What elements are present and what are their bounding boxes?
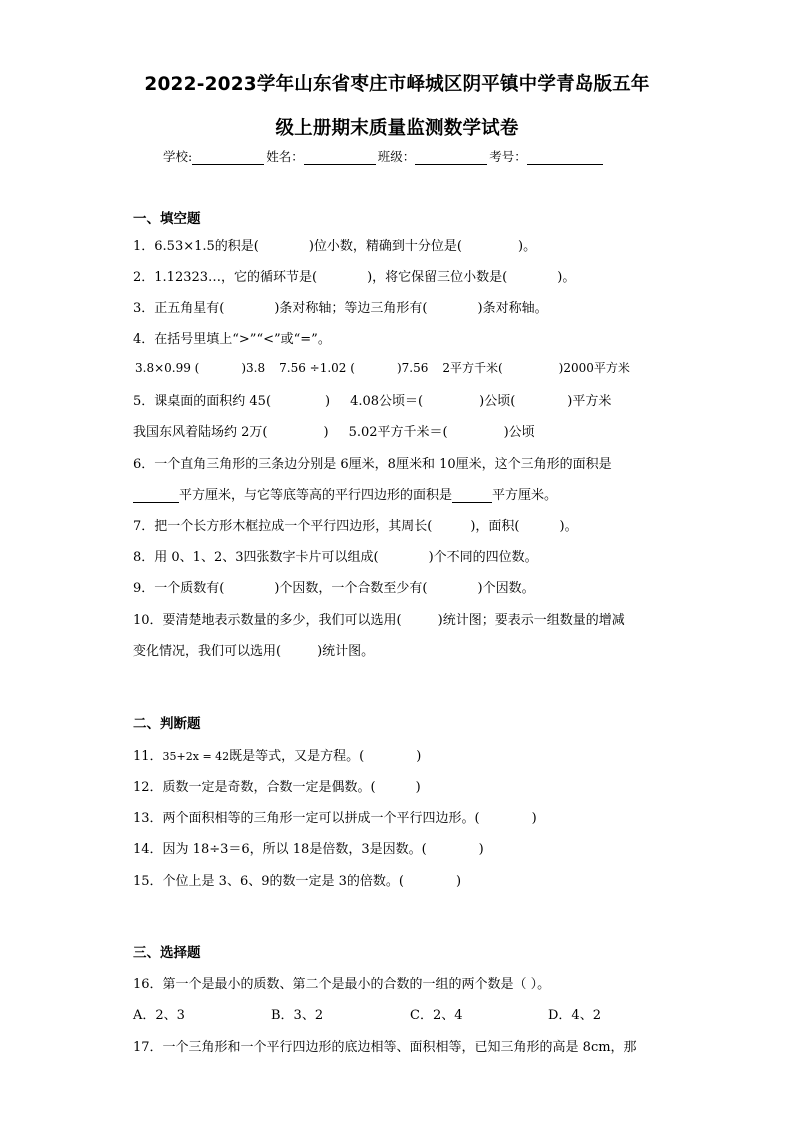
option-c[interactable]: C．2、4 (410, 1008, 463, 1023)
question-5-line1: 5．课桌面的面积约 45( ) 4.08公顷＝( )公顷( )平方米 (133, 394, 612, 409)
class-label: 班级： (377, 149, 416, 164)
question-5-line2: 我国东风着陆场约 2万( ) 5.02平方千米＝( )公顷 (133, 425, 535, 440)
student-info-row (163, 147, 605, 165)
equation: 35+2x = 42 (162, 750, 230, 763)
school-label: 学校: (163, 149, 193, 164)
question-16: 16．第一个是最小的质数、第二个是最小的合数的一组的两个数是（ ）。 (133, 977, 551, 992)
question-10-line2: 变化情况，我们可以选用( )统计图。 (133, 644, 375, 659)
question-2: 2．1.12323…，它的循环节是( )，将它保留三位小数是( )。 (133, 270, 576, 285)
section-fill-in-title: 一、填空题 (133, 211, 201, 227)
answer-blank[interactable] (133, 490, 179, 503)
question-11: 11．35+2x = 42既是等式，又是方程。( ) (133, 749, 422, 764)
school-blank[interactable] (192, 152, 264, 165)
option-b[interactable]: B．3、2 (271, 1008, 324, 1023)
name-label: 姓名： (266, 149, 304, 164)
question-9: 9．一个质数有( )个因数，一个合数至少有( )个因数。 (133, 581, 535, 596)
section-multiple-choice-title: 三、选择题 (133, 945, 201, 961)
option-d[interactable]: D．4、2 (548, 1008, 601, 1023)
exam-title-line2: 级上册期末质量监测数学试卷 (275, 118, 519, 139)
question-6-line1: 6．一个直角三角形的三条边分别是 6厘米，8厘米和 10厘米，这个三角形的面积是 (133, 457, 612, 472)
question-6-line2: 平方厘米，与它等底等高的平行四边形的面积是 平方厘米。 (133, 484, 557, 503)
number-blank[interactable] (527, 152, 603, 165)
question-4: 4．在括号里填上“>”“<”或“=”。 (133, 332, 331, 347)
question-14: 14．因为 18÷3＝6，所以 18是倍数，3是因数。( ) (133, 842, 484, 857)
question-15: 15．个位上是 3、6、9的数一定是 3的倍数。( ) (133, 874, 462, 889)
question-12: 12．质数一定是奇数，合数一定是偶数。( ) (133, 780, 421, 795)
question-13: 13．两个面积相等的三角形一定可以拼成一个平行四边形。( ) (133, 811, 537, 826)
question-4-items: 3.8×0.99 ( )3.8 7.56 ÷1.02 ( )7.56 2平方千米( )2000平方米 (135, 361, 630, 375)
question-8: 8．用 0、1、2、3四张数字卡片可以组成( )个不同的四位数。 (133, 550, 538, 565)
class-blank[interactable] (415, 152, 487, 165)
exam-title-line1: 2022-2023学年山东省枣庄市峄城区阴平镇中学青岛版五年 (144, 74, 650, 95)
section-true-false-title: 二、判断题 (133, 716, 201, 732)
number-label: 考号： (489, 149, 527, 164)
question-10-line1: 10．要清楚地表示数量的多少，我们可以选用( )统计图；要表示一组数量的增减 (133, 613, 625, 628)
question-1: 1．6.53×1.5的积是( )位小数，精确到十分位是( )。 (133, 239, 537, 254)
option-a[interactable]: A．2、3 (133, 1008, 185, 1023)
question-3: 3．正五角星有( )条对称轴；等边三角形有( )条对称轴。 (133, 301, 548, 316)
name-blank[interactable] (304, 152, 376, 165)
answer-blank[interactable] (452, 490, 492, 503)
question-17: 17．一个三角形和一个平行四边形的底边相等、面积相等，已知三角形的高是 8cm，那 (133, 1040, 637, 1055)
question-7: 7．把一个长方形木框拉成一个平行四边形，其周长( )，面积( )。 (133, 519, 578, 534)
